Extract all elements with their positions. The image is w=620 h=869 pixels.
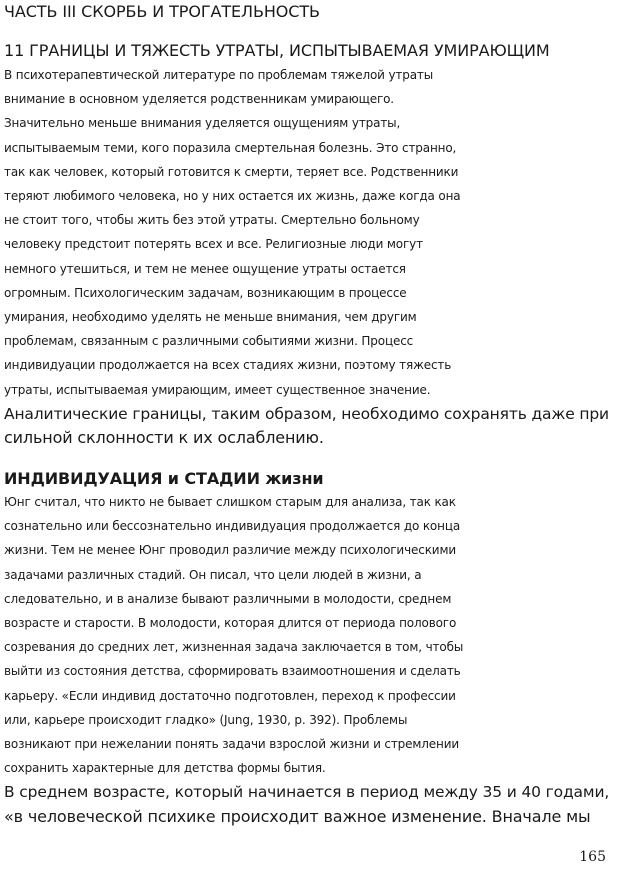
paragraph-line: сохранить характерные для детства формы бытия. <box>4 761 326 776</box>
paragraph-individuation <box>4 490 609 829</box>
paragraph-line: теряют любимого человека, но у них остается их жизнь, даже когда она <box>4 189 461 204</box>
paragraph-line: проблемам, связанным с различными событиями жизни. Процесс <box>4 334 414 349</box>
paragraph-line: испытываемым теми, кого поразила смертельная болезнь. Это странно, <box>4 140 457 155</box>
paragraph-line: немного утешиться, и тем не менее ощущение утраты остается <box>4 261 406 276</box>
paragraph-line: не стоит того, чтобы жить без этой утраты. Смертельно больному <box>4 213 420 228</box>
paragraph-line: сознательно или бессознательно индивидуация продолжается до конца <box>4 519 461 534</box>
paragraph-line: Аналитические границы, таким образом, необходимо сохранять даже при <box>4 404 609 423</box>
paragraph-line: следовательно, и в анализе бывают различными в молодости, среднем <box>4 591 452 606</box>
paragraph-line: внимание в основном уделяется родственникам умирающего. <box>4 92 394 107</box>
section-heading: ИНДИВИДУАЦИЯ и СТАДИИ жизни <box>4 469 324 488</box>
paragraph-line: возрасте и старости. В молодости, которая длится от периода полового <box>4 616 457 631</box>
part-title: ЧАСТЬ III СКОРБЬ И ТРОГАТЕЛЬНОСТЬ <box>4 2 320 21</box>
paragraph-line: Юнг считал, что никто не бывает слишком старым для анализа, так как <box>4 495 456 509</box>
paragraph-line: индивидуации продолжается на всех стадиях жизни, поэтому тяжесть <box>4 358 452 373</box>
page-number: 165 <box>579 849 606 865</box>
paragraph-line: карьеру. «Если индивид достаточно подготовлен, переход к профессии <box>4 688 456 703</box>
paragraph-line: «в человеческой психике происходит важное изменение. Вначале мы <box>4 806 591 826</box>
paragraph-line: выйти из состояния детства, сформировать взаимоотношения и сделать <box>4 664 461 679</box>
paragraph-line: созревания до средних лет, жизненная задача заключается в том, чтобы <box>4 640 464 655</box>
paragraph-line: огромным. Психологическим задачам, возникающим в процессе <box>4 285 407 300</box>
paragraph-line: утраты, испытываемая умирающим, имеет существенное значение. <box>4 382 431 397</box>
paragraph-line: умирания, необходимо уделять не меньше внимания, чем другим <box>4 310 417 325</box>
paragraph-line: или, карьере происходит гладко» (Jung, 1930, р. 392). Проблемы <box>4 712 408 727</box>
paragraph-line: возникают при нежелании понять задачи взрослой жизни и стремлении <box>4 737 460 752</box>
paragraph-line: В среднем возрасте, который начинается в период между 35 и 40 годами, <box>4 783 610 802</box>
paragraph-bereavement <box>4 63 609 450</box>
paragraph-line: В психотерапевтической литературе по проблемам тяжелой утраты <box>4 68 434 82</box>
paragraph-line: жизни. Тем не менее Юнг проводил различие между психологическими <box>4 543 457 558</box>
paragraph-line: Значительно меньше внимания уделяется ощущениям утраты, <box>4 116 401 131</box>
paragraph-line: сильной склонности к их ослаблению. <box>4 428 324 448</box>
paragraph-line: человеку предстоит потерять всех и все. Религиозные люди могут <box>4 237 423 252</box>
paragraph-line: задачами различных стадий. Он писал, что цели людей в жизни, а <box>4 567 422 582</box>
paragraph-line: так как человек, который готовится к смерти, теряет все. Родственники <box>4 164 459 179</box>
chapter-title: 11 ГРАНИЦЫ И ТЯЖЕСТЬ УТРАТЫ, ИСПЫТЫВАЕМАЯ УМИРАЮЩИМ <box>4 41 550 60</box>
